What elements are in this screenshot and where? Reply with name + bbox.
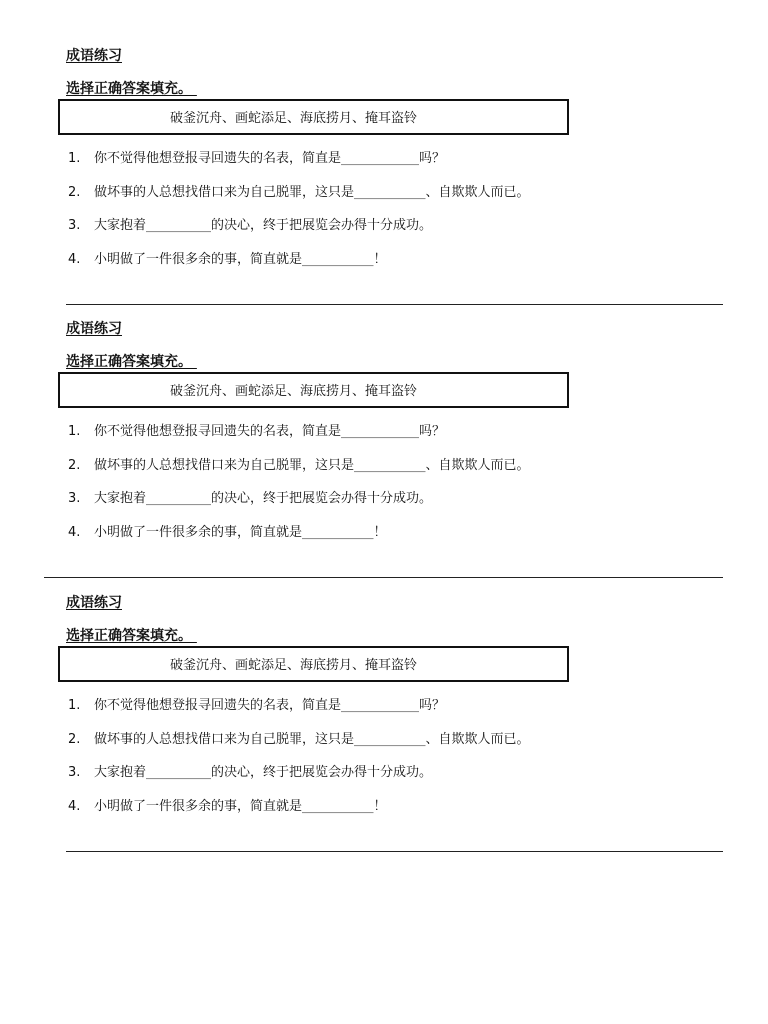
question-number: 3. bbox=[68, 218, 81, 233]
question-text: 大家抱着__________的决心，终于把展览会办得十分成功。 bbox=[94, 218, 433, 233]
word-bank-box bbox=[58, 372, 569, 408]
exercise-section-1 bbox=[0, 45, 768, 305]
question-item-2 bbox=[68, 454, 530, 473]
question-number: 1. bbox=[68, 424, 81, 439]
section-instruction: 选择正确答案填充。 bbox=[66, 354, 197, 370]
question-item-2 bbox=[68, 728, 530, 747]
question-number: 4. bbox=[68, 252, 81, 267]
word-bank-text: 破釜沉舟、画蛇添足、海底捞月、掩耳盗铃 bbox=[170, 384, 418, 399]
exercise-section-3 bbox=[0, 592, 768, 852]
question-item-3 bbox=[68, 487, 432, 506]
section-divider bbox=[44, 577, 723, 578]
question-text: 做坏事的人总想找借口来为自己脱罪，这只是___________、自欺欺人而已。 bbox=[94, 185, 530, 200]
section-title: 成语练习 bbox=[66, 321, 122, 337]
question-number: 2. bbox=[68, 185, 81, 200]
section-divider bbox=[66, 304, 723, 305]
question-text: 你不觉得他想登报寻回遗失的名表，简直是____________吗？ bbox=[94, 151, 446, 166]
question-item-1 bbox=[68, 420, 445, 439]
section-title: 成语练习 bbox=[66, 48, 122, 64]
question-number: 2. bbox=[68, 458, 81, 473]
question-text: 小明做了一件很多余的事，简直就是___________！ bbox=[94, 799, 387, 814]
exercise-section-2 bbox=[0, 318, 768, 578]
question-item-4 bbox=[68, 795, 387, 814]
question-text: 你不觉得他想登报寻回遗失的名表，简直是____________吗？ bbox=[94, 424, 446, 439]
section-divider bbox=[66, 851, 723, 852]
question-number: 4. bbox=[68, 525, 81, 540]
question-text: 小明做了一件很多余的事，简直就是___________！ bbox=[94, 525, 387, 540]
question-item-1 bbox=[68, 694, 445, 713]
question-item-1 bbox=[68, 147, 445, 166]
question-number: 4. bbox=[68, 799, 81, 814]
question-text: 大家抱着__________的决心，终于把展览会办得十分成功。 bbox=[94, 765, 433, 780]
question-number: 1. bbox=[68, 698, 81, 713]
question-item-4 bbox=[68, 521, 387, 540]
question-item-2 bbox=[68, 181, 530, 200]
question-text: 做坏事的人总想找借口来为自己脱罪，这只是___________、自欺欺人而已。 bbox=[94, 458, 530, 473]
word-bank-box bbox=[58, 99, 569, 135]
question-number: 1. bbox=[68, 151, 81, 166]
question-item-4 bbox=[68, 248, 387, 267]
section-title: 成语练习 bbox=[66, 595, 122, 611]
question-text: 小明做了一件很多余的事，简直就是___________！ bbox=[94, 252, 387, 267]
question-number: 2. bbox=[68, 732, 81, 747]
question-number: 3. bbox=[68, 765, 81, 780]
question-text: 你不觉得他想登报寻回遗失的名表，简直是____________吗？ bbox=[94, 698, 446, 713]
word-bank-box bbox=[58, 646, 569, 682]
word-bank-text: 破釜沉舟、画蛇添足、海底捞月、掩耳盗铃 bbox=[170, 658, 418, 673]
question-text: 做坏事的人总想找借口来为自己脱罪，这只是___________、自欺欺人而已。 bbox=[94, 732, 530, 747]
section-instruction: 选择正确答案填充。 bbox=[66, 81, 197, 97]
word-bank-text: 破釜沉舟、画蛇添足、海底捞月、掩耳盗铃 bbox=[170, 111, 418, 126]
question-item-3 bbox=[68, 214, 432, 233]
section-instruction: 选择正确答案填充。 bbox=[66, 628, 197, 644]
question-item-3 bbox=[68, 761, 432, 780]
question-number: 3. bbox=[68, 491, 81, 506]
question-text: 大家抱着__________的决心，终于把展览会办得十分成功。 bbox=[94, 491, 433, 506]
